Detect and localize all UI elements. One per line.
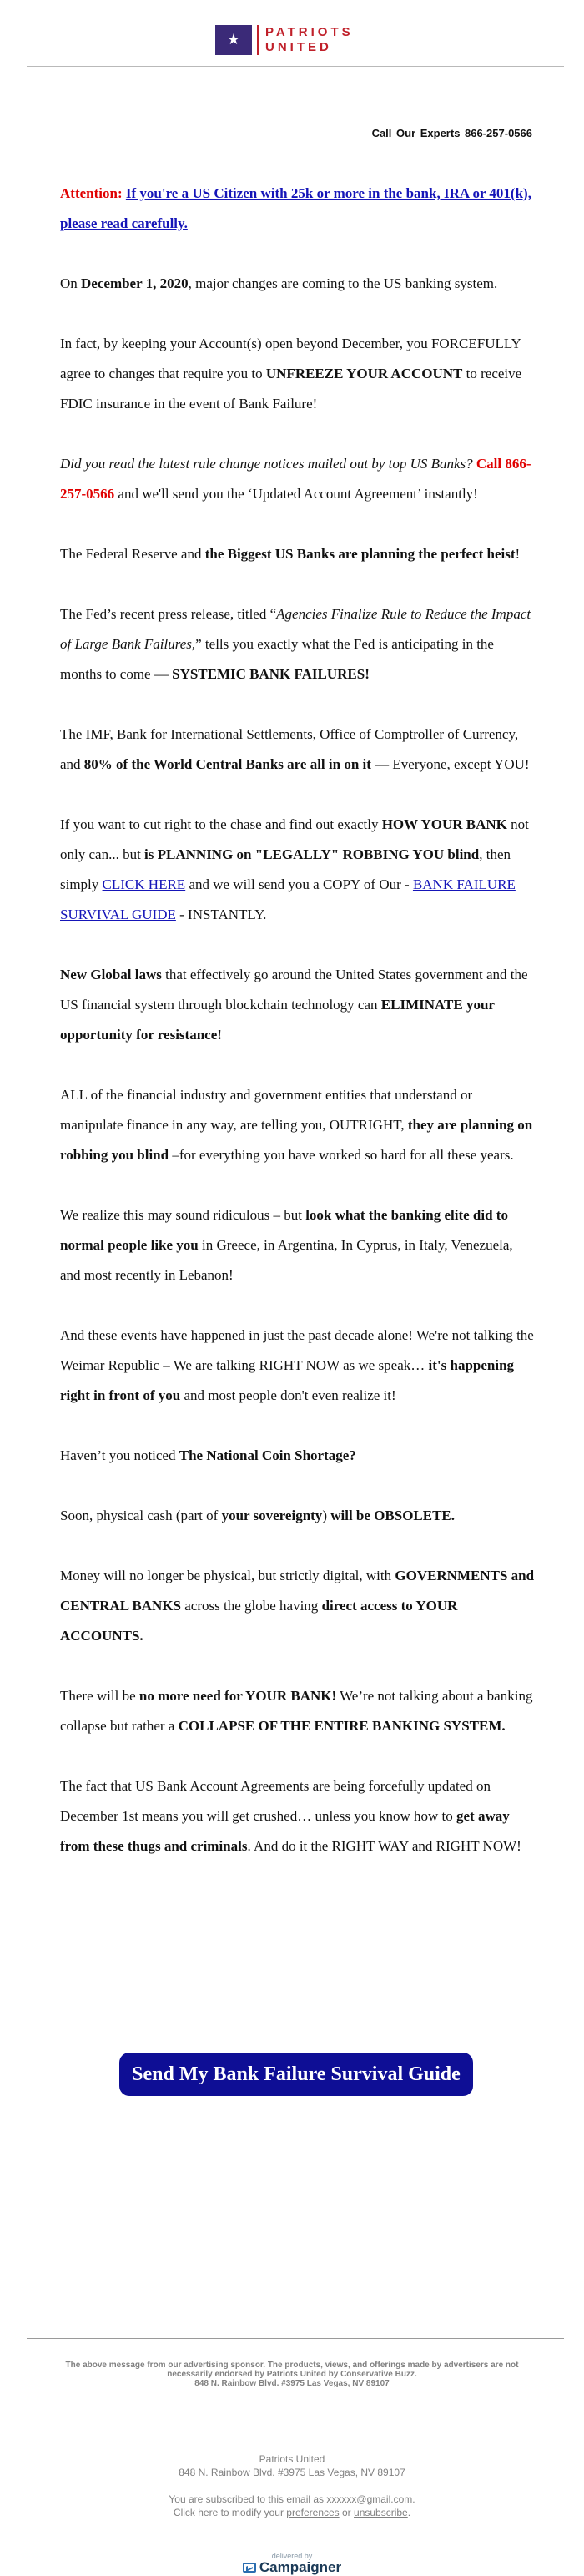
text: , major changes are coming to the US banking system. <box>188 275 498 291</box>
text: We realize this may sound ridiculous – but <box>60 1207 306 1223</box>
paragraph-banking-elite <box>60 1200 536 1291</box>
logo-word-patriots: PATRIOTS <box>265 25 354 39</box>
text: ALL of the financial industry and government entities that understand or manipulate finance in any way, are telling you, OUTRIGHT, <box>60 1087 473 1133</box>
text: Money will no longer be physical, but strictly digital, with <box>60 1568 395 1583</box>
text: In fact, by keeping your Account(s) open beyond December, you FORCEFULLY agree to changes that require you to <box>60 336 521 381</box>
text: Soon, physical cash (part of <box>60 1508 222 1523</box>
email-body <box>60 179 536 1892</box>
paragraph-call <box>60 449 536 509</box>
text: The Fed’s recent press release, titled “ <box>60 606 277 622</box>
text: And these events have happened in just the past decade alone! We're not talking the Weimar Republic – We are talking RIGHT NOW as we speak… <box>60 1327 534 1373</box>
text: The fact that US Bank Account Agreements are being forcefully updated on December 1st means you will get crushed… unless you know how to <box>60 1778 491 1824</box>
logo-word-united: UNITED <box>265 40 332 54</box>
text: The IMF, Bank for International Settlements, Office of Comptroller of Currency, and <box>60 726 519 772</box>
global-laws-highlight: New Global laws <box>60 967 162 982</box>
survival-guide-link[interactable]: BANK FAILURE SURVIVAL GUIDE <box>60 876 516 922</box>
logo-flag-box <box>215 25 252 55</box>
text: to receive FDIC insurance in the event of Bank Failure! <box>60 366 522 412</box>
central-banks-highlight: 80% of the World Central Banks are all in on it <box>83 756 371 772</box>
paragraph-click-here <box>60 810 536 930</box>
text: –for everything you have worked so hard for all these years. <box>169 1147 514 1163</box>
text: ) <box>322 1508 331 1523</box>
text: There will be <box>60 1688 139 1704</box>
text: . <box>407 2507 411 2518</box>
happening-highlight: it's happening right in front of you <box>60 1357 515 1403</box>
footer-preferences-line <box>0 2506 584 2519</box>
text: ! <box>515 546 521 562</box>
paragraph-coin-shortage <box>60 1441 536 1471</box>
attention-label: Attention: <box>60 185 123 201</box>
paragraph-cash <box>60 1501 536 1531</box>
eliminate-highlight: ELIMINATE your opportunity for resistance! <box>60 997 495 1043</box>
text: ” tells you exactly what the Fed is anticipating in the months to come — <box>60 636 494 682</box>
text: or <box>339 2507 355 2518</box>
footer-subscribed-line: You are subscribed to this email as xxxxxx@gmail.com. <box>169 2493 415 2505</box>
text: and we will send you a COPY of Our - <box>185 876 413 892</box>
email-header <box>0 0 584 67</box>
text: not only can... but <box>60 816 529 862</box>
paragraph-digital-money <box>60 1561 536 1651</box>
disclaimer-address: 848 N. Rainbow Blvd. #3975 Las Vegas, NV 89107 <box>194 2379 390 2388</box>
heist-highlight: the Biggest US Banks are planning the perfect heist <box>204 546 516 562</box>
preferences-link[interactable]: preferences <box>286 2507 340 2518</box>
star-icon: ★ <box>226 31 241 48</box>
unfreeze-highlight: UNFREEZE YOUR ACCOUNT <box>265 366 463 381</box>
attention-paragraph <box>60 179 536 239</box>
delivered-by-label: delivered by <box>271 2552 313 2560</box>
text: If you want to cut right to the chase and find out exactly <box>60 816 382 832</box>
text: Click here to modify your <box>173 2507 287 2518</box>
survival-guide-cta-button[interactable]: Send My Bank Failure Survival Guide <box>119 2053 473 2096</box>
date-highlight: December 1, 2020 <box>81 275 189 291</box>
text: The Federal Reserve and <box>60 546 205 562</box>
paragraph-collapse <box>60 1681 536 1741</box>
paragraph-global-laws <box>60 960 536 1050</box>
paragraph-date <box>60 269 536 299</box>
sovereignty-highlight: your sovereignty <box>221 1508 323 1523</box>
italic-question: Did you read the latest rule change notices mailed out by top US Banks? <box>60 456 473 472</box>
systemic-highlight: SYSTEMIC BANK FAILURES! <box>172 666 370 682</box>
no-bank-highlight: no more need for YOUR BANK! <box>138 1688 337 1704</box>
text: Haven’t you noticed <box>60 1447 179 1463</box>
you-underlined: YOU! <box>494 756 530 772</box>
logo-wordmark <box>265 25 354 55</box>
paragraph-heist <box>60 539 536 569</box>
campaigner-wordmark: Campaigner <box>259 2559 342 2575</box>
robbing-highlight: is PLANNING on "LEGALLY" ROBBING YOU blind <box>144 846 480 862</box>
advertiser-disclaimer <box>42 2361 542 2388</box>
text: We’re not talking about a banking collapse but rather a <box>60 1688 533 1734</box>
campaigner-logo[interactable] <box>0 2559 584 2576</box>
obsolete-highlight: will be OBSOLETE. <box>330 1508 456 1523</box>
text: — Everyone, except <box>370 756 495 772</box>
unsubscribe-link[interactable]: unsubscribe <box>354 2507 408 2518</box>
footer-address: 848 N. Rainbow Blvd. #3975 Las Vegas, NV 89107 <box>179 2467 405 2478</box>
text: , then simply <box>60 846 511 892</box>
text: in Greece, in Argentina, In Cyprus, in Italy, Venezuela, and most recently in Lebanon! <box>60 1237 513 1283</box>
paragraph-unfreeze <box>60 329 536 419</box>
disclaimer-text: The above message from our advertising sponsor. The products, views, and offerings made by advertisers are not necessarily endorsed by Patriots United by Conservative Buzz. <box>65 2361 519 2379</box>
collapse-highlight: COLLAPSE OF THE ENTIRE BANKING SYSTEM. <box>178 1718 506 1734</box>
robbing-blind-highlight: they are planning on robbing you blind <box>60 1117 533 1163</box>
attention-link[interactable]: If you're a US Citizen with 25k or more in the bank, IRA or 401(k), please read carefully. <box>60 185 531 231</box>
campaigner-mail-icon <box>243 2563 256 2573</box>
paragraph-events <box>60 1321 536 1411</box>
patriots-united-logo[interactable] <box>215 25 354 55</box>
header-divider <box>27 66 564 67</box>
call-phone-highlight: Call 866-257-0566 <box>60 456 531 502</box>
thugs-highlight: get away from these thugs and criminals <box>60 1808 510 1854</box>
direct-access-highlight: direct access to YOUR ACCOUNTS. <box>60 1598 458 1644</box>
footer-org-name: Patriots United <box>259 2453 325 2465</box>
release-title: Agencies Finalize Rule to Reduce the Impact of Large Bank Failures, <box>60 606 531 652</box>
call-experts-line: Call Our Experts 866-257-0566 <box>371 127 532 139</box>
paragraph-fed-release <box>60 599 536 689</box>
text: and we'll send you the ‘Updated Account Agreement’ instantly! <box>114 486 478 502</box>
governments-highlight: GOVERNMENTS and CENTRAL BANKS <box>60 1568 535 1614</box>
footer-divider <box>27 2338 564 2339</box>
text: On <box>60 275 82 291</box>
paragraph-financial-industry <box>60 1080 536 1170</box>
text: - INSTANTLY. <box>175 907 267 922</box>
coin-shortage-highlight: The National Coin Shortage? <box>179 1447 356 1463</box>
paragraph-imf <box>60 720 536 780</box>
elite-highlight: look what the banking elite did to normal people like you <box>60 1207 508 1253</box>
text: that effectively go around the United States government and the US financial system through blockchain technology can <box>60 967 528 1013</box>
logo-divider <box>257 25 259 55</box>
text: across the globe having <box>181 1598 322 1614</box>
text: and most people don't even realize it! <box>180 1387 396 1403</box>
paragraph-conclusion <box>60 1771 536 1861</box>
click-here-link[interactable]: CLICK HERE <box>102 876 186 892</box>
text: . And do it the RIGHT WAY and RIGHT NOW! <box>247 1838 521 1854</box>
bank-highlight: HOW YOUR BANK <box>381 816 507 832</box>
